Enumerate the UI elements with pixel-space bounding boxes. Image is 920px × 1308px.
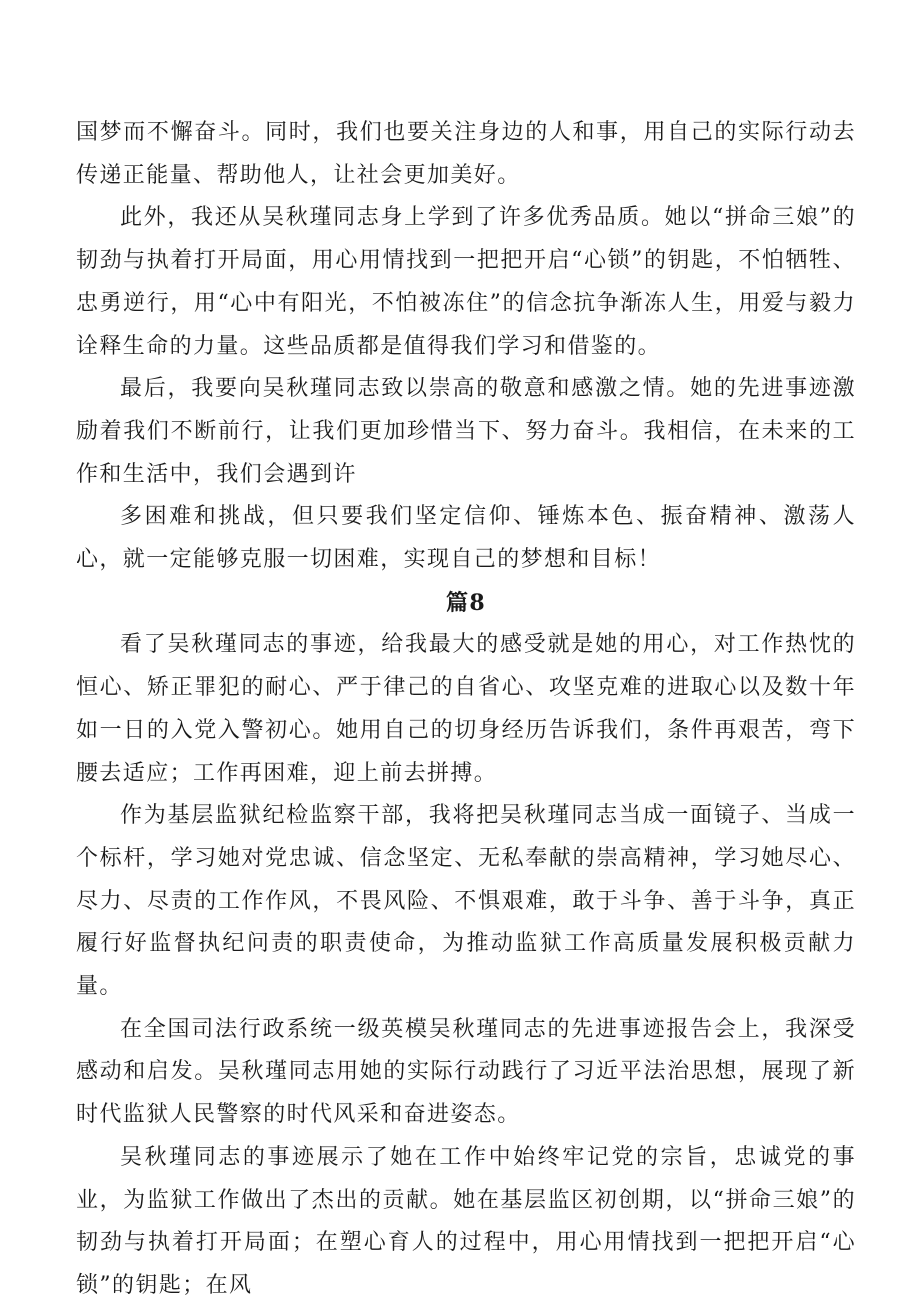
paragraph-gratitude: 最后，我要向吴秋瑾同志致以崇高的敬意和感激之情。她的先进事迹激励着我们不断前行，让我们更加珍惜当下、努力奋斗。我相信，在未来的工作和生活中，我们会遇到许	[76, 376, 856, 487]
section-heading: 篇8	[445, 589, 487, 616]
paragraph-report-meeting: 在全国司法行政系统一级英模吴秋瑾同志的先进事迹报告会上，我深受感动和启发。吴秋瑾同志用她的实际行动践行了习近平法治思想，展现了新时代监狱人民警察的时代风采和奋进姿态。	[76, 1016, 856, 1128]
paragraph-impression: 看了吴秋瑾同志的事迹，给我最大的感受就是她的用心，对工作热忱的恒心、矫正罪犯的耐心、严于律己的自省心、攻坚克难的进取心以及数十年如一日的入党入警初心。她用自己的切身经历告诉我们，条件再艰苦，弯下腰去适应；工作再困难，迎上前去拼搏。	[76, 632, 856, 786]
paragraph-deeds: 吴秋瑾同志的事迹展示了她在工作中始终牢记党的宗旨，忠诚党的事业，为监狱工作做出了杰出的贡献。她在基层监区初创期，以“拼命三娘”的韧劲与执着打开局面；在塑心育人的过程中，用心用情找到一把把开启“心锁”的钥匙；在风	[76, 1144, 856, 1298]
paragraph-discipline-cadre: 作为基层监狱纪检监察干部，我将把吴秋瑾同志当成一面镜子、当成一个标杆，学习她对党忠诚、信念坚定、无私奉献的崇高精神，学习她尽心、尽力、尽责的工作作风，不畏风险、不惧艰难，敢于斗争、善于斗争，真正履行好监督执纪问责的职责使命，为推动监狱工作高质量发展积极贡献力量。	[76, 803, 856, 1000]
paragraph-qualities: 此外，我还从吴秋瑾同志身上学到了许多优秀品质。她以“拼命三娘”的韧劲与执着打开局面，用心用情找到一把把开启“心锁”的钥匙，不怕牺牲、忠勇逆行，用“心中有阳光，不怕被冻住”的信念抗争渐冻人生，用爱与毅力诠释生命的力量。这些品质都是值得我们学习和借鉴的。	[76, 205, 856, 359]
document-page	[76, 112, 856, 1308]
paragraph-continuation: 国梦而不懈奋斗。同时，我们也要关注身边的人和事，用自己的实际行动去传递正能量、帮助他人，让社会更加美好。	[76, 120, 856, 188]
paragraph-conclusion: 多困难和挑战，但只要我们坚定信仰、锤炼本色、振奋精神、激荡人心，就一定能够克服一切困难，实现自己的梦想和目标！	[76, 504, 856, 573]
